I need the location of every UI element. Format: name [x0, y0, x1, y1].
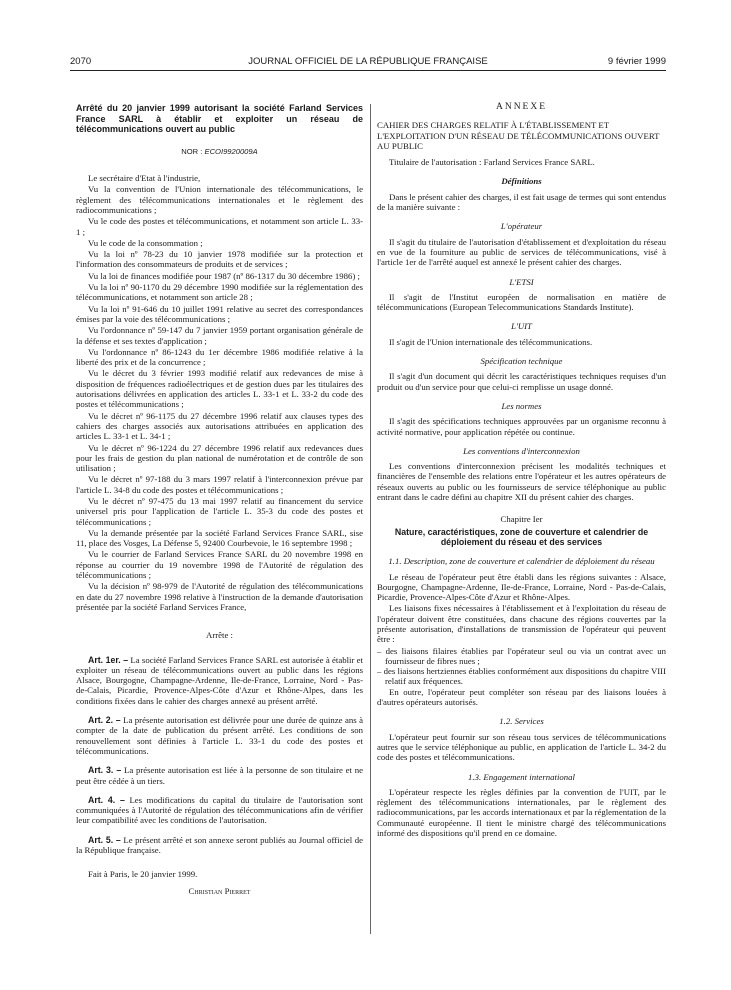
article-label: Art. 3. – [88, 765, 122, 776]
visa-item: Vu le code de la consommation ; [88, 237, 203, 248]
definitions-heading: Définitions [501, 176, 542, 187]
conventions-heading: Les conventions d'interconnexion [463, 445, 580, 456]
article-text: Les modifications du capital du titulaire de l'autorisation sont communiquées à l'Autorité de régulation des télécommunications afin de vérifier leur compatibilité avec les conditions de l'autorisation. [76, 794, 363, 826]
article-text: La présente autorisation est délivrée pour une durée de quinze ans à compter de la date de publication du présent arrêté. Les conditions de son renouvellement sont définies à l'article L. 33-1 du code des postes et télécommunications. [76, 715, 363, 756]
nor-code: ECOI9920009A [204, 146, 258, 156]
nor-label: NOR : [181, 146, 205, 156]
article-text: La société Farland Services France SARL est autorisée à établir et exploiter un réseau de télécommunications ouvert au public dans les régions Alsace, Bourgogne, Champagne-Ardenne, Ile-de-France, Lorraine, Nord - Pas-de-Calais, Picardie, Provence-Alpes-Côte d'Azur et Rhône-Alpes, dans les conditions fixées dans le cahier des charges annexé au présent arrêté. [76, 654, 363, 706]
visas-list [76, 173, 363, 612]
etsi-heading: L'ETSI [509, 276, 534, 287]
titulaire-line: Titulaire de l'autorisation : Farland Services France SARL. [389, 157, 595, 168]
article-text: La présente autorisation est liée à la personne de son titulaire et ne peut être cédée à un tiers. [76, 765, 363, 786]
chapter-title: Nature, caractéristiques, zone de couverture et calendrier de déploiement du réseau et des services [394, 526, 649, 547]
article-1 [76, 655, 363, 706]
section-1-2-heading: 1.2. Services [499, 716, 544, 727]
definitions-text: Dans le présent cahier des charges, il est fait usage de termes qui sont entendus de la manière suivante : [377, 191, 666, 213]
article-label: Art. 5. – [88, 834, 121, 845]
visa-item: Vu la loi nº 78-23 du 10 janvier 1978 modifiée sur la protection et l'information des consommateurs de produits et de services ; [76, 249, 363, 270]
articles-list [76, 655, 363, 856]
issue-date: 9 février 1999 [607, 56, 666, 67]
nor-reference [76, 147, 363, 157]
decree-title: Arrêté du 20 janvier 1999 autorisant la société Farland Services France SARL à établir et exploiter un réseau de télécommunications ouvert au public [76, 103, 363, 135]
section-1-3-text: L'opérateur respecte les règles définies par la convention de l'UIT, par le règlement des télécommunications internationales, par le règlement des radiocommunications, par les accords internationaux et par la réglementation de la Communauté européenne. Il tient le ministre chargé des télécommunications informé des dispositions qu'il prend en ce domaine. [377, 786, 666, 839]
operateur-heading: L'opérateur [500, 221, 543, 232]
normes-text: Il s'agit des spécifications techniques approuvées par un organisme reconnu à activité normative, pour application répétée ou continue. [377, 416, 666, 437]
conventions-text: Les conventions d'interconnexion précisent les modalités techniques et financières de l'ensemble des relations entre l'opérateur et les autres opérateurs de réseaux ouverts au public ou les fournisseurs de service téléphonique au public entrant dans le cadre défini au chapitre XII du présent cahier des charges. [377, 461, 666, 503]
right-column [377, 102, 666, 839]
visa-item: Vu le décret nº 96-1224 du 27 décembre 1996 relatif aux redevances dues pour les frais de gestion du plan national de numérotation et de contrôle de son utilisation ; [76, 442, 363, 474]
article-text: Le présent arrêté et son annexe seront publiés au Journal officiel de la République française. [76, 834, 363, 855]
annexe-heading: ANNEXE [495, 102, 548, 112]
section-1-1-list-item: – des liaisons hertziennes établies conformément aux dispositions du chapitre VIII relatif aux fréquences. [377, 666, 666, 687]
section-1-1-para-2: Les liaisons fixes nécessaires à l'établissement et à l'exploitation du réseau de l'opérateur doivent être constituées, dans chacune des régions couvertes par la présente autorisation, d'installations de transmission de l'opérateur qui peuvent être : [377, 603, 666, 645]
uit-heading: L'UIT [511, 321, 532, 332]
visa-item: Vu le décret du 3 février 1993 modifié relatif aux redevances de mise à disposition de fréquences radioélectriques et de gestion dues par les titulaires des autorisations délivrées en application des articles L. 33-1 et L. 33-2 du code des postes et télécommunications ; [76, 368, 363, 410]
visa-item: Vu l'ordonnance nº 59-147 du 7 janvier 1959 portant organisation générale de la défense et ses textes d'application ; [76, 325, 363, 346]
journal-title: JOURNAL OFFICIEL DE LA RÉPUBLIQUE FRANÇAISE [248, 56, 488, 67]
arrete-heading: Arrête : [206, 630, 233, 641]
normes-heading: Les normes [501, 400, 542, 411]
visa-item: Vu la demande présentée par la société Farland Services France SARL, sise 11, place des Vosges, La Défense 5, 92400 Courbevoie, le 16 septembre 1998 ; [76, 527, 363, 549]
article-label: Art. 2. – [88, 715, 121, 726]
chapter-number: Chapitre Ier [500, 514, 543, 525]
visa-item: Vu la convention de l'Union internationale des télécommunications, le règlement des télécommunications internationales et le règlement des radiocommunications ; [76, 184, 363, 215]
article-4 [76, 795, 363, 826]
visa-item: Vu la loi de finances modifiée pour 1987 (nº 86-1317 du 30 décembre 1986) ; [88, 270, 360, 281]
article-2 [76, 715, 363, 756]
article-label: Art. 1er. – [88, 654, 129, 665]
article-label: Art. 4. – [88, 794, 125, 805]
visa-item: Vu le décret nº 97-475 du 13 mai 1997 relatif au financement du service universel pris pour l'application de l'article L. 35-3 du code des postes et télécommunications ; [76, 495, 363, 527]
spec-text: Il s'agit d'un document qui décrit les caractéristiques techniques requises d'un produit ou d'un service pour que celui-ci remplisse un usage donné. [377, 371, 666, 392]
visa-item: Vu le courrier de Farland Services France SARL du 20 novembre 1998 en réponse au courrier du 19 novembre 1998 de l'Autorité de régulation des télécommunications ; [76, 549, 363, 581]
etsi-text: Il s'agit de l'Institut européen de normalisation en matière de télécommunications (European Telecommunications Standards Institute). [377, 291, 666, 313]
section-1-1-heading: 1.1. Description, zone de couverture et calendrier de déploiement du réseau [388, 556, 655, 567]
visa-item: Vu la décision nº 98-979 de l'Autorité de régulation des télécommunications en date du 27 novembre 1998 relative à l'instruction de la demande d'autorisation présentée par la société Farland Services France, [76, 581, 363, 612]
left-column [76, 102, 363, 897]
visa-item: Vu l'ordonnance nº 86-1243 du 1er décembre 1986 modifiée relative à la liberté des prix et de la concurrence ; [76, 346, 363, 368]
visa-item: Vu le décret nº 97-188 du 3 mars 1997 relatif à l'interconnexion prévue par l'article L. 34-8 du code des postes et télécommunications ; [76, 474, 363, 495]
article-3 [76, 765, 363, 786]
operateur-text: Il s'agit du titulaire de l'autorisation d'établissement et d'exploitation du réseau en vue de la fourniture au public de services de télécommunications, visé à l'article 1er de l'arrêté auquel est annexé le présent cahier des charges. [377, 236, 666, 268]
page-number: 2070 [70, 56, 92, 67]
visa-item: Vu le décret nº 96-1175 du 27 décembre 1996 relatif aux clauses types des cahiers des charges associés aux autorisations attribuées en application des articles L. 33-1 et L. 34-1 ; [76, 410, 363, 442]
section-1-3-heading: 1.3. Engagement international [468, 771, 575, 782]
section-1-1-list-item: – des liaisons filaires établies par l'opérateur seul ou via un contrat avec un fournisseur de fibres nues ; [377, 645, 666, 666]
visa-item: Vu la loi nº 91-646 du 10 juillet 1991 relative au secret des correspondances émises par la voie des télécommunications ; [76, 303, 363, 324]
place-date: Fait à Paris, le 20 janvier 1999. [88, 869, 198, 880]
signature: Christian Pierret [188, 885, 251, 896]
section-1-1-para-3: En outre, l'opérateur peut compléter son réseau par des liaisons louées à d'autres opérateurs autorisés. [377, 686, 666, 708]
minister-line: Le secrétaire d'Etat à l'industrie, [88, 173, 201, 184]
uit-text: Il s'agit de l'Union internationale des télécommunications. [389, 336, 593, 347]
section-1-2-text: L'opérateur peut fournir sur son réseau tous services de télécommunications autres que le service téléphonique au public, en application de l'article L. 34-2 du code des postes et télécommunications. [377, 731, 666, 763]
cahier-title: CAHIER DES CHARGES RELATIF À L'ÉTABLISSEMENT ET L'EXPLOITATION D'UN RÉSEAU DE TÉLÉCOMMUNICATIONS OUVERT AU PUBLIC [377, 120, 660, 151]
header-rule [70, 70, 666, 71]
column-separator [370, 104, 371, 934]
article-5 [76, 835, 363, 856]
section-1-1-para-1: Le réseau de l'opérateur peut être établi dans les régions suivantes : Alsace, Bourgogne, Champagne-Ardenne, Ile-de-France, Lorraine, Nord - Pas-de-Calais, Picardie, Provence-Alpes-Côte d'Azur et Rhône-Alpes. [377, 571, 666, 603]
visa-item: Vu le code des postes et télécommunications, et notamment son article L. 33-1 ; [76, 216, 363, 237]
spec-heading: Spécification technique [480, 356, 563, 367]
visa-item: Vu la loi nº 90-1170 du 29 décembre 1990 modifiée sur la réglementation des télécommunications, et notamment son article 28 ; [76, 282, 363, 303]
